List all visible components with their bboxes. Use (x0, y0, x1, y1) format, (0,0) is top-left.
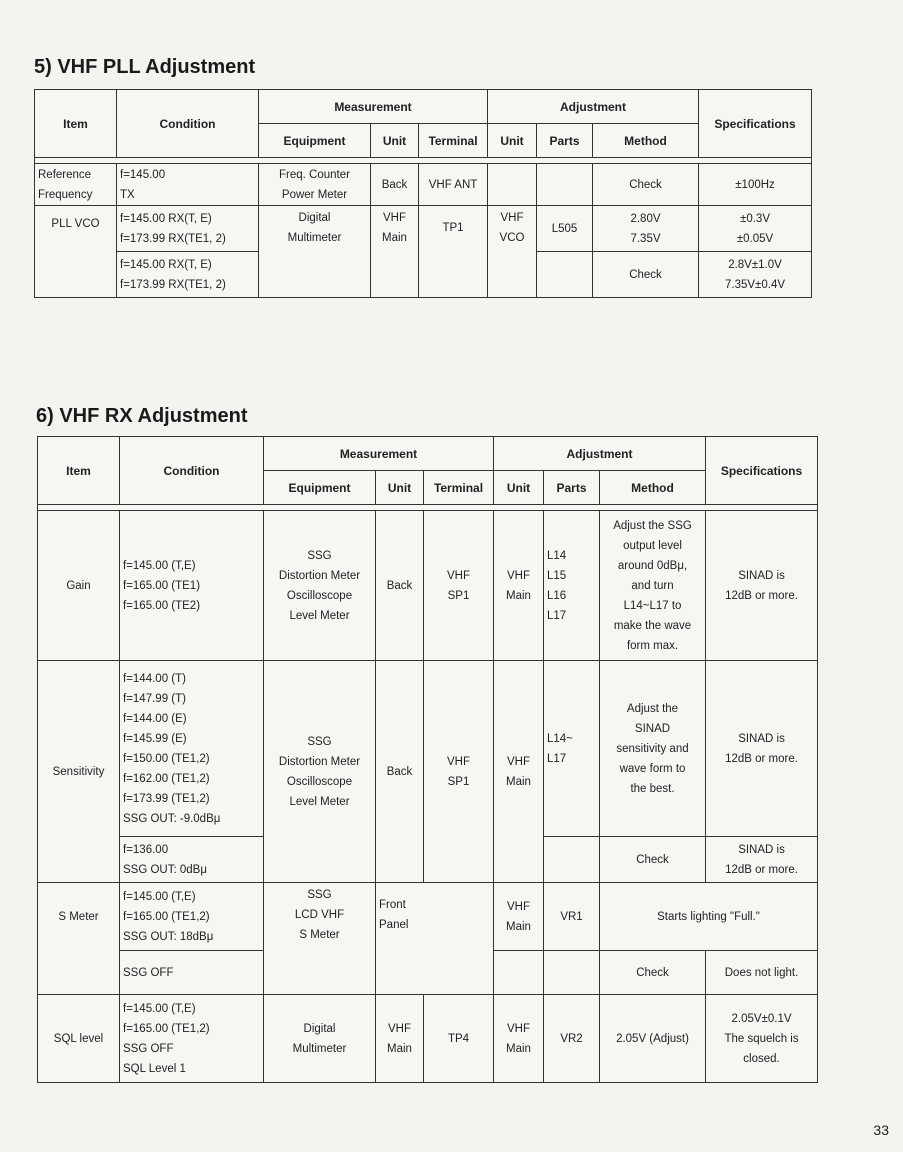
sensitivity-condition-2: f=136.00 SSG OUT: 0dBμ (120, 837, 264, 883)
header-equipment: Equipment (264, 471, 376, 505)
sensitivity-condition-1: f=144.00 (T) f=147.99 (T) f=144.00 (E) f=145.99 (E) f=150.00 (TE1,2) f=162.00 (TE1,2) f=173.99 (TE1,2) SSG OUT: -9.0dBμ (120, 661, 264, 837)
sql-item: SQL level (38, 995, 120, 1083)
smeter-parts-2 (544, 951, 600, 995)
pll-item: PLL VCO (35, 206, 117, 298)
page-number: 33 (873, 1122, 889, 1138)
header-specifications: Specifications (706, 437, 818, 505)
vhf-pll-table (34, 89, 812, 298)
header-condition: Condition (120, 437, 264, 505)
ref-unit: Back (371, 164, 419, 206)
pll-spec-2: 2.8V±1.0V 7.35V±0.4V (699, 252, 812, 298)
header-condition: Condition (117, 90, 259, 158)
header-method: Method (593, 124, 699, 158)
sensitivity-equipment: SSG Distortion Meter Oscilloscope Level Meter (264, 661, 376, 883)
gain-item: Gain (38, 511, 120, 661)
header-equipment: Equipment (259, 124, 371, 158)
header-item: Item (38, 437, 120, 505)
smeter-method-2: Check (600, 951, 706, 995)
ref-item: Reference Frequency (35, 164, 117, 206)
sensitivity-spec-1: SINAD is 12dB or more. (706, 661, 818, 837)
smeter-condition-1: f=145.00 (T,E) f=165.00 (TE1,2) SSG OUT: 18dBμ (120, 883, 264, 951)
ref-condition: f=145.00 TX (117, 164, 259, 206)
gain-adj-unit: VHF Main (494, 511, 544, 661)
header-adj-unit: Unit (488, 124, 537, 158)
sql-condition: f=145.00 (T,E) f=165.00 (TE1,2) SSG OFF SQL Level 1 (120, 995, 264, 1083)
smeter-parts: VR1 (544, 883, 600, 951)
section-6-title: 6) VHF RX Adjustment (36, 405, 248, 427)
pll-parts: L505 (537, 206, 593, 252)
smeter-item: S Meter (38, 883, 120, 995)
header-item: Item (35, 90, 117, 158)
header-adj-unit: Unit (494, 471, 544, 505)
header-unit: Unit (371, 124, 419, 158)
sql-method: 2.05V (Adjust) (600, 995, 706, 1083)
smeter-unit: Front Panel (376, 883, 494, 995)
sensitivity-adj-unit: VHF Main (494, 661, 544, 883)
ref-adj-unit (488, 164, 537, 206)
vhf-rx-table (37, 436, 818, 1083)
pll-equipment: Digital Multimeter (259, 206, 371, 298)
sql-parts: VR2 (544, 995, 600, 1083)
sensitivity-spec-2: SINAD is 12dB or more. (706, 837, 818, 883)
pll-method-2: Check (593, 252, 699, 298)
smeter-equipment: SSG LCD VHF S Meter (264, 883, 376, 995)
smeter-condition-2: SSG OFF (120, 951, 264, 995)
sensitivity-method-1: Adjust the SINAD sensitivity and wave form to the best. (600, 661, 706, 837)
pll-spec-1: ±0.3V ±0.05V (699, 206, 812, 252)
gain-terminal: VHF SP1 (424, 511, 494, 661)
sql-spec: 2.05V±0.1V The squelch is closed. (706, 995, 818, 1083)
sql-unit: VHF Main (376, 995, 424, 1083)
header-method: Method (600, 471, 706, 505)
header-adjustment: Adjustment (488, 90, 699, 124)
gain-method: Adjust the SSG output level around 0dBμ, and turn L14~L17 to make the wave form max. (600, 511, 706, 661)
ref-terminal: VHF ANT (419, 164, 488, 206)
sql-adj-unit: VHF Main (494, 995, 544, 1083)
header-adjustment: Adjustment (494, 437, 706, 471)
sensitivity-method-2: Check (600, 837, 706, 883)
sql-terminal: TP4 (424, 995, 494, 1083)
pll-adj-unit: VHF VCO (488, 206, 537, 298)
pll-method-1: 2.80V 7.35V (593, 206, 699, 252)
header-unit: Unit (376, 471, 424, 505)
smeter-method-1: Starts lighting "Full." (600, 883, 818, 951)
ref-parts (537, 164, 593, 206)
gain-equipment: SSG Distortion Meter Oscilloscope Level Meter (264, 511, 376, 661)
header-specifications: Specifications (699, 90, 812, 158)
header-terminal: Terminal (424, 471, 494, 505)
gain-spec: SINAD is 12dB or more. (706, 511, 818, 661)
pll-terminal: TP1 (419, 206, 488, 298)
gain-condition: f=145.00 (T,E) f=165.00 (TE1) f=165.00 (TE2) (120, 511, 264, 661)
pll-condition-1: f=145.00 RX(T, E) f=173.99 RX(TE1, 2) (117, 206, 259, 252)
pll-unit: VHF Main (371, 206, 419, 298)
pll-condition-2: f=145.00 RX(T, E) f=173.99 RX(TE1, 2) (117, 252, 259, 298)
smeter-spec-2: Does not light. (706, 951, 818, 995)
sensitivity-parts: L14~ L17 (544, 661, 600, 837)
ref-method: Check (593, 164, 699, 206)
ref-spec: ±100Hz (699, 164, 812, 206)
sensitivity-parts-2 (544, 837, 600, 883)
ref-equipment: Freq. Counter Power Meter (259, 164, 371, 206)
sql-equipment: Digital Multimeter (264, 995, 376, 1083)
smeter-adj-unit: VHF Main (494, 883, 544, 951)
sensitivity-unit: Back (376, 661, 424, 883)
gain-unit: Back (376, 511, 424, 661)
gain-parts: L14 L15 L16 L17 (544, 511, 600, 661)
header-parts: Parts (537, 124, 593, 158)
header-measurement: Measurement (264, 437, 494, 471)
sensitivity-terminal: VHF SP1 (424, 661, 494, 883)
section-5-title: 5) VHF PLL Adjustment (34, 56, 256, 78)
header-terminal: Terminal (419, 124, 488, 158)
pll-parts-2 (537, 252, 593, 298)
smeter-adj-unit-2 (494, 951, 544, 995)
header-parts: Parts (544, 471, 600, 505)
header-measurement: Measurement (259, 90, 488, 124)
sensitivity-item: Sensitivity (38, 661, 120, 883)
